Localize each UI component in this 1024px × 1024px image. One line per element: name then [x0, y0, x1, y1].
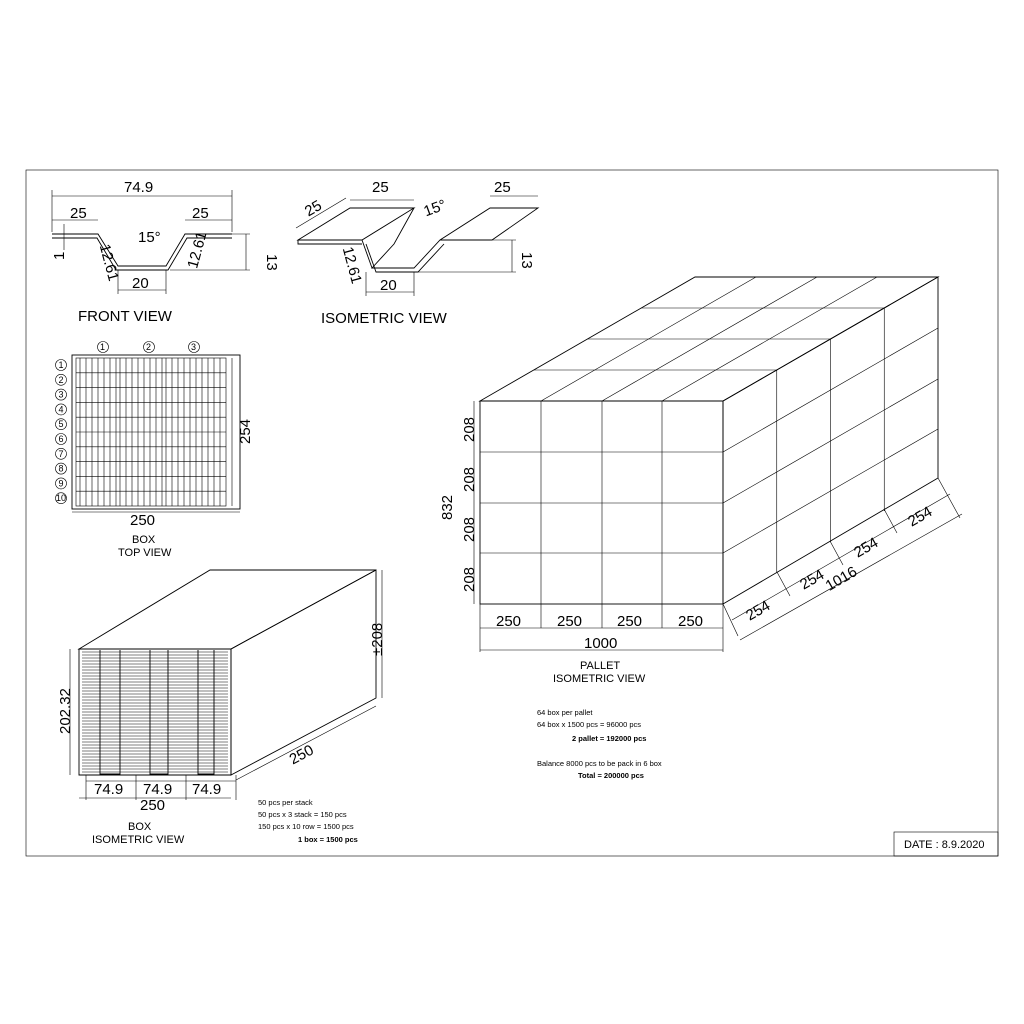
front-view-title: FRONT VIEW — [78, 308, 172, 325]
box-dim-seg-3: 74.9 — [192, 781, 222, 798]
date-box — [894, 832, 998, 856]
pallet-dim-layer-1: 208 — [461, 416, 478, 442]
iso-dim-height: 13 — [518, 252, 535, 269]
front-view — [51, 179, 280, 325]
box-iso-view — [57, 570, 386, 846]
front-dim-thickness: 1 — [51, 251, 68, 260]
iso-channel — [372, 208, 538, 268]
pallet-dim-layer-2: 208 — [461, 466, 478, 492]
iso-dim-bottom: 20 — [380, 277, 397, 294]
pallet-dim-front-2: 250 — [557, 613, 583, 630]
front-dim-left: 25 — [70, 205, 87, 222]
box-top-dim-width: 250 — [130, 512, 156, 529]
box-dim-depth: ±208 — [369, 622, 386, 656]
box-top-title: BOX — [132, 534, 156, 546]
pallet-dim-layer-3: 208 — [461, 516, 478, 542]
pallet-dim-front-3: 250 — [617, 613, 643, 630]
iso-dim-a: 25 — [301, 197, 325, 221]
iso-dim-wall: 12.61 — [338, 244, 365, 286]
pallet-iso-view — [439, 277, 962, 685]
pallet-dim-side-4: 254 — [905, 503, 936, 531]
row-label-10: 10 — [56, 493, 67, 504]
pallet-note-3: 2 pallet = 192000 pcs — [572, 734, 647, 743]
pallet-dim-side-total: 1016 — [822, 563, 861, 595]
pallet-dim-height-total: 832 — [439, 494, 456, 520]
box-dim-height: 202.32 — [57, 688, 74, 734]
box-iso-subtitle: ISOMETRIC VIEW — [92, 834, 185, 846]
pallet-note-2: 64 box x 1500 pcs = 96000 pcs — [537, 720, 642, 729]
box-top-subtitle: TOP VIEW — [118, 547, 172, 559]
box-dim-seg-1: 74.9 — [94, 781, 124, 798]
box-top-view — [56, 342, 255, 560]
box-note-3: 150 pcs x 10 row = 1500 pcs — [258, 822, 354, 831]
row-label-2: 2 — [58, 374, 64, 385]
box-dim-seg-2: 74.9 — [143, 781, 173, 798]
front-dim-total: 74.9 — [124, 179, 154, 196]
isometric-view-title: ISOMETRIC VIEW — [321, 310, 447, 327]
row-label-6: 6 — [58, 434, 64, 444]
row-label-4: 4 — [58, 404, 64, 415]
iso-dim-c: 25 — [494, 179, 511, 196]
row-label-1: 1 — [58, 360, 64, 370]
pallet-subtitle: ISOMETRIC VIEW — [553, 673, 646, 685]
iso-dim-b: 25 — [372, 179, 389, 196]
sheet-border — [26, 170, 998, 856]
row-label-7: 7 — [58, 448, 64, 459]
box-note-4: 1 box = 1500 pcs — [298, 835, 358, 844]
pallet-dim-layer-4: 208 — [461, 566, 478, 592]
pallet-dim-side-3: 254 — [851, 534, 882, 562]
col-label-2: 2 — [146, 342, 152, 352]
pallet-dim-side-2: 254 — [797, 566, 828, 594]
box-dim-length: 250 — [286, 741, 317, 769]
pallet-dim-front-4: 250 — [678, 613, 704, 630]
front-dim-right: 25 — [192, 205, 209, 222]
pallet-dim-front-total: 1000 — [584, 635, 618, 652]
box-notes — [258, 798, 358, 844]
front-dim-bottom: 20 — [132, 275, 149, 292]
pallet-note-1: 64 box per pallet — [537, 708, 593, 717]
row-label-9: 9 — [58, 478, 64, 489]
date-label: DATE : 8.9.2020 — [904, 839, 985, 851]
pallet-dim-side-1: 254 — [743, 597, 774, 625]
row-label-5: 5 — [58, 419, 64, 430]
col-label-3: 3 — [191, 342, 197, 352]
isometric-profile-view — [296, 179, 538, 327]
box-dim-width: 250 — [140, 797, 166, 814]
pallet-front-face — [480, 401, 723, 604]
pallet-title: PALLET — [580, 660, 621, 672]
pallet-note-5: Total = 200000 pcs — [578, 771, 644, 780]
box-note-1: 50 pcs per stack — [258, 798, 313, 807]
front-dim-height: 13 — [263, 254, 280, 271]
pallet-dim-front-1: 250 — [496, 613, 522, 630]
col-label-1: 1 — [100, 342, 106, 352]
box-top-face — [79, 570, 376, 649]
front-dim-wall-right: 12.61 — [184, 229, 211, 271]
front-dim-angle: 15° — [138, 229, 161, 246]
pallet-note-4: Balance 8000 pcs to be pack in 6 box — [537, 759, 662, 768]
row-label-3: 3 — [58, 389, 64, 400]
pallet-notes — [537, 708, 662, 780]
box-top-dim-depth: 254 — [237, 418, 254, 444]
box-iso-title: BOX — [128, 821, 152, 833]
row-label-8: 8 — [58, 463, 64, 474]
box-note-2: 50 pcs x 3 stack = 150 pcs — [258, 810, 347, 819]
iso-dim-angle: 15° — [421, 196, 449, 221]
front-dim-wall-left: 12.61 — [95, 242, 122, 283]
